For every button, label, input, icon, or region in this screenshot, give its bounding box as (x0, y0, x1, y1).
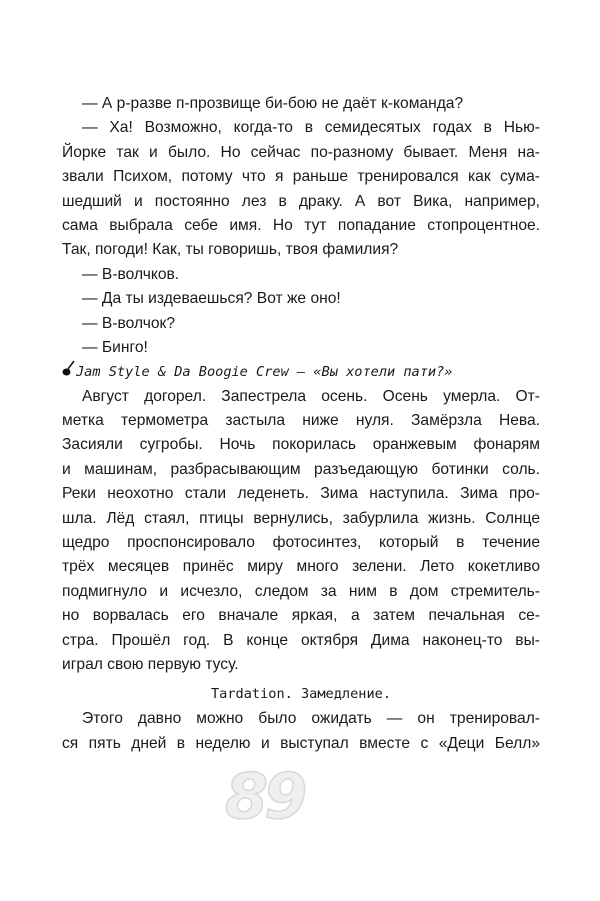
term-heading: Tardation. Замедление. (210, 686, 392, 703)
dialogue-line: сама выбрала себе имя. Но тут попадание стопроцентное. (62, 216, 540, 234)
paragraph-line: но ворвалась его вначале яркая, а затем печальная се- (62, 607, 540, 625)
paragraph-line: Этого давно можно было ожидать — он тренировал- (82, 710, 540, 728)
dialogue-line: — Ха! Возможно, когда-то в семидесятых годах в Нью- (82, 119, 540, 137)
dialogue-line: — В-волчок? (82, 314, 176, 332)
paragraph-line: трёх месяцев принёс миру много зелени. Лето кокетливо (62, 558, 540, 576)
dialogue-line: шедший и постоянно лез в драку. А вот Вика, например, (62, 192, 540, 210)
guitar-icon (62, 360, 76, 384)
paragraph-line: играл свою первую тусу. (62, 655, 239, 673)
page-number: 89 (225, 760, 304, 833)
dialogue-line: Так, погоди! Как, ты говоришь, твоя фамилия? (62, 241, 399, 259)
song-title: Jam Style & Da Boogie Crew — «Вы хотели пати?» (76, 364, 453, 381)
dialogue-line: — Бинго! (82, 338, 148, 356)
paragraph-line: стра. Прошёл год. В конце октября Дима наконец-то вы- (62, 631, 540, 649)
dialogue-line: — Да ты издеваешься? Вот же оно! (82, 290, 341, 308)
paragraph-line: Засияли сугробы. Ночь покорилась оранжевым фонарям (62, 436, 540, 454)
song-reference (62, 360, 540, 384)
paragraph-line: и машинам, разбрасывающим разъедающую ботинки соль. (62, 460, 540, 478)
dialogue-line: — А р-разве п-прозвище би-бою не даёт к-команда? (82, 95, 464, 112)
paragraph-line: щедро проспонсировало фотосинтез, который в течение (62, 534, 540, 552)
paragraph-line: Август догорел. Запестрела осень. Осень умерла. От- (82, 387, 540, 405)
paragraph-line: Реки неохотно стали леденеть. Зима наступила. Зима про- (62, 485, 540, 503)
dialogue-line: — В-волчков. (82, 265, 180, 283)
page-body (62, 92, 540, 756)
paragraph-line: метка термометра застыла ниже нуля. Замёрзла Нева. (62, 412, 540, 430)
paragraph-line: шла. Лёд стаял, птицы вернулись, забурлила жизнь. Солнце (62, 509, 540, 527)
paragraph-line: ся пять дней в неделю и выступал вместе с «Деци Белл» (62, 734, 540, 752)
paragraph-line: подмигнуло и исчезло, следом за ним в дом стремитель- (62, 582, 540, 600)
dialogue-line: звали Психом, потому что я раньше тренировался как сума- (62, 168, 540, 186)
dialogue-line: Йорке так и было. Но сейчас по-разному бывает. Меня на- (62, 143, 540, 161)
